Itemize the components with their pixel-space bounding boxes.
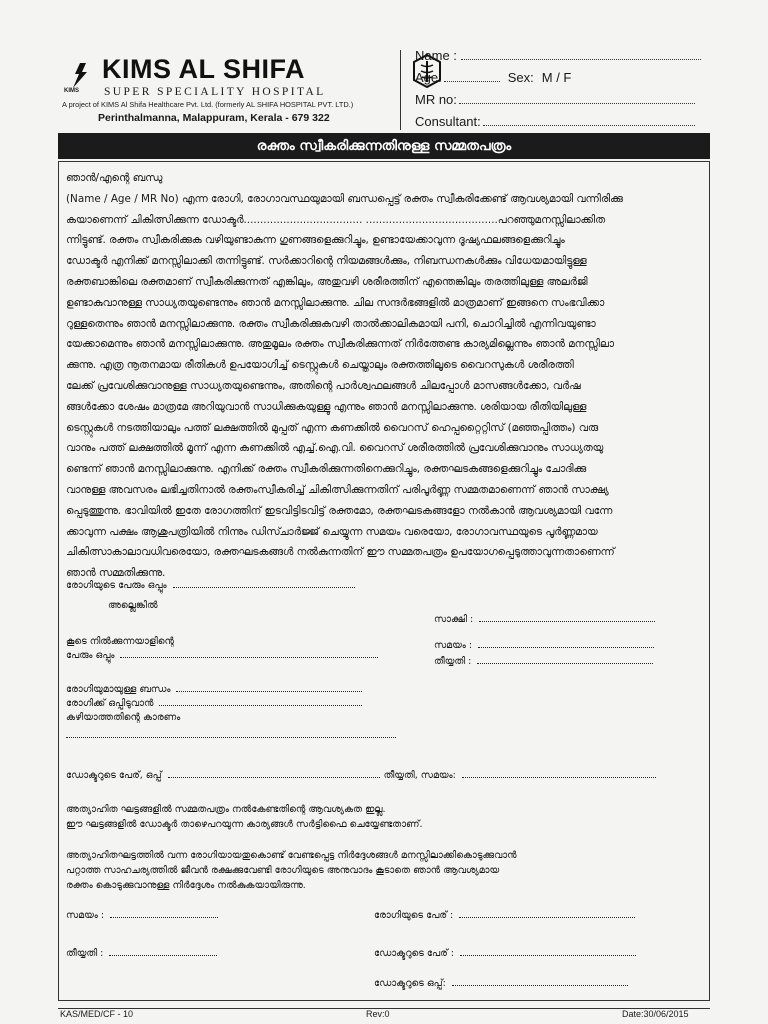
- time-line[interactable]: [478, 640, 654, 648]
- consent-line: ഉണ്ടാകുവാനുള്ള സാധ്യതയുണ്ടെന്നും ഞാൻ മനസ്സിലാക്കുന്നു. ചില സന്ദർഭങ്ങളിൽ മാത്രമാണ് ഇങ്ങനെ സംഭവിക്കാ: [66, 296, 605, 309]
- emergency-note-1-line-2: ഈ ഘട്ടങ്ങളിൽ ഡോക്ടർ താഴെപറയുന്ന കാര്യങ്ങൾ സർട്ടിഫൈ ചെയ്യേണ്ടതാണ്.: [66, 819, 423, 830]
- emergency-note-2-line-1: അത്യാഹിതഘട്ടത്തിൽ വന്ന രോഗിയായതുകൊണ്ട് വേണ്ടപ്പെട്ട നിർദ്ദേശങ്ങൾ മനസ്സിലാക്കികൊടുക്കുവാൻ: [66, 850, 517, 861]
- consent-line: പ്പെടുത്തുന്നു. ഭാവിയിൽ ഇതേ രോഗത്തിന് ഇടവിട്ടിടവിട്ട് രക്തമോ, രക്തഘടകങ്ങളോ നൽകാൻ ആവശ്യമായി വന്നേ: [66, 504, 613, 517]
- header-divider: [400, 50, 401, 130]
- relation-line[interactable]: [176, 684, 362, 692]
- hospital-address: Perinthalmanna, Malappuram, Kerala - 679 322: [98, 112, 330, 124]
- bystander-field[interactable]: [66, 650, 378, 661]
- consent-line: വാനും പത്ത് ലക്ഷത്തിൽ മൂന്ന് എന്ന കണക്കിൽ എച്ച്.ഐ.വി. വൈറസ് ശരീരത്തിൽ പ്രവേശിക്കുവാനും സാധ്യതയു: [66, 442, 604, 455]
- kims-logo-icon: [66, 62, 94, 90]
- doctor-name-sign-field[interactable]: [66, 770, 656, 781]
- reason-label-1: രോഗിക്ക് ഒപ്പിടുവാൻ: [66, 698, 154, 709]
- brand-title: KIMS AL SHIFA: [102, 54, 306, 84]
- reason-line-2[interactable]: [66, 730, 396, 738]
- emergency-note-1: [66, 802, 626, 832]
- form-code: KAS/MED/CF - 10: [60, 1009, 134, 1019]
- project-note: A project of KIMS Al Shifa Healthcare Pvt. Ltd. (formerly AL SHIFA HOSPITAL PVT. LTD.): [62, 100, 354, 109]
- witness-field[interactable]: [434, 614, 655, 625]
- bottom-doctor-sign-label: ഡോക്ടറുടെ ഒപ്പ്:: [374, 978, 446, 989]
- age-line[interactable]: [444, 72, 500, 82]
- reason-label-2: കഴിയാത്തതിന്റെ കാരണം: [66, 712, 181, 723]
- date-time-label: തീയ്യതി, സമയം:: [383, 770, 456, 781]
- mrno-label: MR no:: [415, 92, 457, 107]
- bottom-patient-name-line[interactable]: [459, 910, 635, 918]
- bottom-doctor-sign-line[interactable]: [452, 978, 628, 986]
- bottom-doctor-name-label: ഡോക്ടറുടെ പേര് :: [374, 948, 454, 959]
- relation-field[interactable]: [66, 684, 362, 695]
- consent-line: ടെസ്റ്റുകൾ നടത്തിയാലും പത്ത് ലക്ഷത്തിൽ മുപ്പത് എന്ന കണക്കിൽ വൈറസ് ഹെപ്പറ്റൈറ്റിസ് (മഞ്ഞപ്പിത്തം) വരു: [66, 421, 599, 434]
- reason-line-1[interactable]: [159, 698, 362, 706]
- bystander-line[interactable]: [120, 650, 378, 658]
- consent-line: ന്നിട്ടുണ്ട്. രക്തം സ്വീകരിക്കുക വഴിയുണ്ടാകുന്ന ഗുണങ്ങളെക്കുറിച്ചും, ഉണ്ടായേക്കാവുന്ന ദൂഷ്യഫലങ്ങളെക്കുറിച്ചും: [66, 234, 565, 247]
- consent-text: [66, 168, 704, 584]
- doctor-sign-line[interactable]: [168, 770, 380, 778]
- reason-field-2[interactable]: [66, 730, 396, 738]
- age-label: Age:: [415, 70, 442, 85]
- witness-line[interactable]: [479, 614, 655, 622]
- bottom-doctor-sign-field[interactable]: [374, 978, 628, 989]
- bottom-date-line[interactable]: [109, 948, 217, 956]
- consent-line: ഞാൻ/എന്റെ ബന്ധു: [66, 172, 163, 184]
- consent-line: (Name / Age / MR No) എന്ന രോഗി, രോഗാവസ്ഥയുമായി ബന്ധപ്പെട്ട് രക്തം സ്വീകരിക്കേണ്ട് ആവശ്യമായി വന്നിരിക്കു: [66, 192, 623, 205]
- consent-line: ക്കാവുന്ന പക്ഷം ആശുപത്രിയിൽ നിന്നും ഡിസ്ചാർജ്ജ് ചെയ്യുന്ന സമയം വരെയോ, രോഗാവസ്ഥയുടെ പൂർണ്ണമായ: [66, 525, 598, 538]
- consent-line: റുള്ളതെന്നും ഞാൻ മനസ്സിലാക്കുന്നു. രക്തം സ്വീകരിക്കുകവഴി താൽക്കാലികമായി പനി, ചൊറിച്ചിൽ എന്നിവയുണ്ടാ: [66, 317, 596, 330]
- name-line[interactable]: [461, 50, 701, 60]
- bottom-date-field[interactable]: [66, 948, 217, 959]
- bottom-patient-name-field[interactable]: [374, 910, 635, 921]
- sex-label: Sex:: [507, 70, 534, 85]
- consent-line: ചികിത്സാകാലാവധിവരെയോ, രക്തഘടകങ്ങൾ നൽകുന്നതിന് ഈ സമ്മതപത്രം ഉപയോഗപ്പെടുത്താവുന്നതാണെന്ന്: [66, 546, 615, 559]
- consent-line: ലേക്ക് പ്രവേശിക്കുവാനുള്ള സാധ്യതയുണ്ടെന്നും, അതിന്റെ പാർശ്വഫലങ്ങൾ ചിലപ്പോൾ മാസങ്ങൾക്കോ, വർഷ: [66, 379, 581, 392]
- consent-line: ഡോക്ടർ എനിക്ക് മനസ്സിലാക്കി തന്നിട്ടുണ്ട്. സർക്കാറിന്റെ നിയമങ്ങൾക്കും, നിബന്ധനകൾക്കും വിധേയമായിട്ടുള്ള: [66, 255, 587, 268]
- consultant-label: Consultant:: [415, 114, 481, 129]
- emergency-note-2: [66, 848, 626, 893]
- sex-options[interactable]: M / F: [541, 70, 572, 85]
- consent-line: ങ്ങൾക്കോ ശേഷം മാത്രമേ അറിയുവാൻ സാധിക്കുകയുള്ളു എന്നും ഞാൻ മനസ്സിലാക്കുന്നു. ശരിയായ രീതിയിലുള്ള: [66, 400, 587, 413]
- consent-line: ക്കുന്നു. എത്ര നൂതനമായ രീതികൾ ഉപയോഗിച്ച് ടെസ്റ്റുകൾ ചെയ്താലും രക്തത്തിലൂടെ വൈറസുകൾ ശരീരത്തി: [66, 359, 574, 372]
- bystander-label-1: കൂടെ നിൽക്കുന്നയാളിന്റെ: [66, 636, 175, 647]
- emergency-note-1-line-1: അത്യാഹിത ഘട്ടങ്ങളിൽ സമ്മതപത്രം നൽകേണ്ടതിന്റെ ആവശ്യകത ഇല്ല.: [66, 804, 386, 815]
- consent-line: കയാണെന്ന് ചികിത്സിക്കുന്ന ഡോക്ടർ.................................... ........................................പറഞ്ഞുമനസ്സിലാക്കിത: [66, 213, 606, 226]
- emergency-note-2-line-2: പറ്റാത്ത സാഹചര്യത്തിൽ ജീവൻ രക്ഷക്കുവേണ്ടി രോഗിയുടെ അനുവാദം കൂടാതെ ഞാൻ ആവശ്യമായ: [66, 865, 500, 876]
- mrno-field[interactable]: [415, 92, 695, 107]
- form-title: രക്തം സ്വീകരിക്കുന്നതിനുള്ള സമ്മതപത്രം: [58, 133, 710, 159]
- relation-label: രോഗിയുമായുള്ള ബന്ധം: [66, 684, 171, 695]
- date-field[interactable]: [434, 656, 653, 667]
- bottom-time-line[interactable]: [110, 910, 218, 918]
- revision: Rev:0: [366, 1009, 390, 1019]
- form-date: Date:30/06/2015: [622, 1009, 689, 1019]
- bottom-time-label: സമയം :: [66, 910, 105, 921]
- patient-name-sign-label: രോഗിയുടെ പേരും ഒപ്പും: [66, 580, 167, 591]
- bottom-time-field[interactable]: [66, 910, 218, 921]
- consent-line: വാനുള്ള അവസരം ലഭിച്ചതിനാൽ രക്തംസ്വീകരിച്ച് ചികിത്സിക്കുന്നതിന് പരിപൂർണ്ണ സമ്മതമാണെന്ന് ഞാൻ സാക്ഷ്യ: [66, 483, 609, 496]
- bystander-label-2: പേരും ഒപ്പും: [66, 650, 115, 661]
- doctor-name-sign-label: ഡോക്ടറുടെ പേര്, ഒപ്പ്: [66, 770, 162, 781]
- bottom-date-label: തീയ്യതി :: [66, 948, 104, 959]
- age-sex-field[interactable]: [415, 70, 571, 85]
- consent-line: രക്തബാങ്കിലെ രക്തമാണ് സ്വീകരിക്കുന്നത് എങ്കിലും, അതുവഴി ശരീരത്തിന് എന്തെങ്കിലും തരത്തിലുള്ള അലർജി: [66, 275, 588, 288]
- date-label: തീയ്യതി :: [434, 656, 472, 667]
- bottom-patient-name-label: രോഗിയുടെ പേര് :: [374, 910, 454, 921]
- bottom-doctor-name-field[interactable]: [374, 948, 636, 959]
- brand-subtitle: SUPER SPECIALITY HOSPITAL: [104, 86, 326, 98]
- reason-field-1[interactable]: [66, 698, 362, 709]
- date-time-line[interactable]: [462, 770, 656, 778]
- patient-sign-line[interactable]: [173, 580, 355, 588]
- patient-name-sign-field[interactable]: [66, 580, 355, 591]
- mrno-line[interactable]: [459, 94, 695, 104]
- time-field[interactable]: [434, 640, 654, 651]
- consultant-field[interactable]: [415, 114, 695, 129]
- consultant-line[interactable]: [483, 116, 695, 126]
- time-label: സമയം :: [434, 640, 473, 651]
- date-line[interactable]: [477, 656, 653, 664]
- consent-line: യേക്കാമെന്നും ഞാൻ മനസ്സിലാക്കുന്നു. അതുമൂലം രക്തം സ്വീകരിക്കുന്നത് നിർത്തേണ്ട കാര്യമില്ലെന്നും ഞാൻ മനസ്സിലാ: [66, 338, 615, 351]
- consent-line: ഞാൻ സമ്മതിക്കുന്നു.: [66, 567, 166, 580]
- name-field[interactable]: [415, 48, 701, 63]
- or-label: അല്ലെങ്കിൽ: [108, 600, 158, 611]
- name-label: Name :: [415, 48, 457, 63]
- logo-small-text: KIMS: [64, 88, 79, 94]
- witness-label: സാക്ഷി :: [434, 614, 474, 625]
- emergency-note-2-line-3: രക്തം കൊടുക്കുവാനുള്ള നിർദ്ദേശം നൽകുകയായിരുന്നു.: [66, 880, 306, 891]
- bottom-doctor-name-line[interactable]: [460, 948, 636, 956]
- consent-line: ണ്ടെന്ന് ഞാൻ മനസ്സിലാക്കുന്നു. എനിക്ക് രക്തം സ്വീകരിക്കുന്നതിനെക്കുറിച്ചും, രക്തഘടകങ്ങളെക്കുറിച്ചും ചോദിക്കു: [66, 463, 587, 476]
